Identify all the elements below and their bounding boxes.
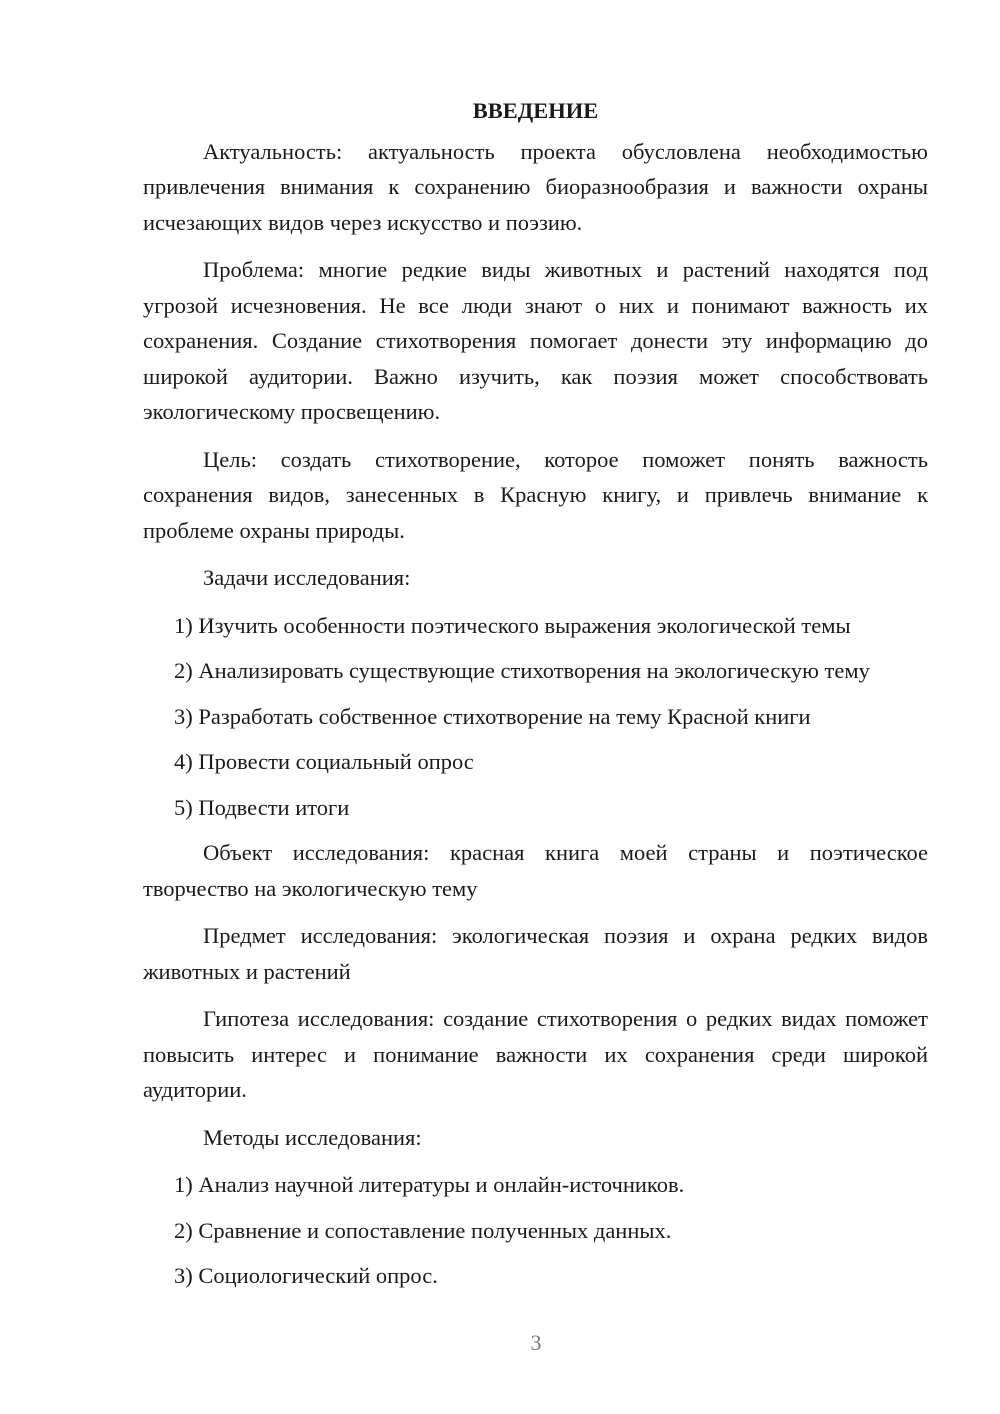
page-title: ВВЕДЕНИЕ bbox=[472, 98, 599, 123]
goal-paragraph: Цель: создать стихотворение, которое поможет понять важность сохранения видов, занесенных в Красную книгу, и привлечь внимание к проблеме охраны природы. bbox=[143, 446, 928, 543]
method-item: 1) Анализ научной литературы и онлайн-источников. bbox=[174, 1172, 685, 1197]
subject-paragraph: Предмет исследования: экологическая поэзия и охрана редких видов животных и растений bbox=[143, 923, 928, 984]
method-item: 3) Социологический опрос. bbox=[174, 1263, 438, 1288]
hypothesis-paragraph: Гипотеза исследования: создание стихотворения о редких видах поможет повысить интерес и понимание важности их сохранения среди широкой аудитории. bbox=[143, 1006, 928, 1102]
methods-heading: Методы исследования: bbox=[203, 1124, 422, 1150]
method-item: 2) Сравнение и сопоставление полученных данных. bbox=[174, 1217, 672, 1243]
task-item: 5) Подвести итоги bbox=[174, 794, 350, 820]
task-item: 4) Провести социальный опрос bbox=[174, 749, 474, 774]
relevance-paragraph: Актуальность: актуальность проекта обусловлена необходимостью привлечения внимания к сохранению биоразнообразия и важности охраны исчезающих видов через искусство и поэзию. bbox=[143, 138, 928, 235]
problem-paragraph: Проблема: многие редкие виды животных и растений находятся под угрозой исчезновения. Не все люди знают о них и понимают важность их сохранения. Создание стихотворения помогает донести эту информацию до широкой аудитории. Важно изучить, как поэзия может способствовать экологическому просвещению. bbox=[143, 257, 928, 424]
task-item: 2) Анализировать существующие стихотворения на экологическую тему bbox=[174, 658, 870, 683]
task-item: 1) Изучить особенности поэтического выражения экологической темы bbox=[174, 612, 851, 638]
task-item: 3) Разработать собственное стихотворение на тему Красной книги bbox=[174, 703, 811, 729]
page-number: 3 bbox=[530, 1330, 542, 1355]
tasks-heading: Задачи исследования: bbox=[203, 565, 411, 590]
page-content bbox=[143, 93, 928, 1304]
object-paragraph: Объект исследования: красная книга моей страны и поэтическое творчество на экологическую тему bbox=[143, 840, 928, 901]
